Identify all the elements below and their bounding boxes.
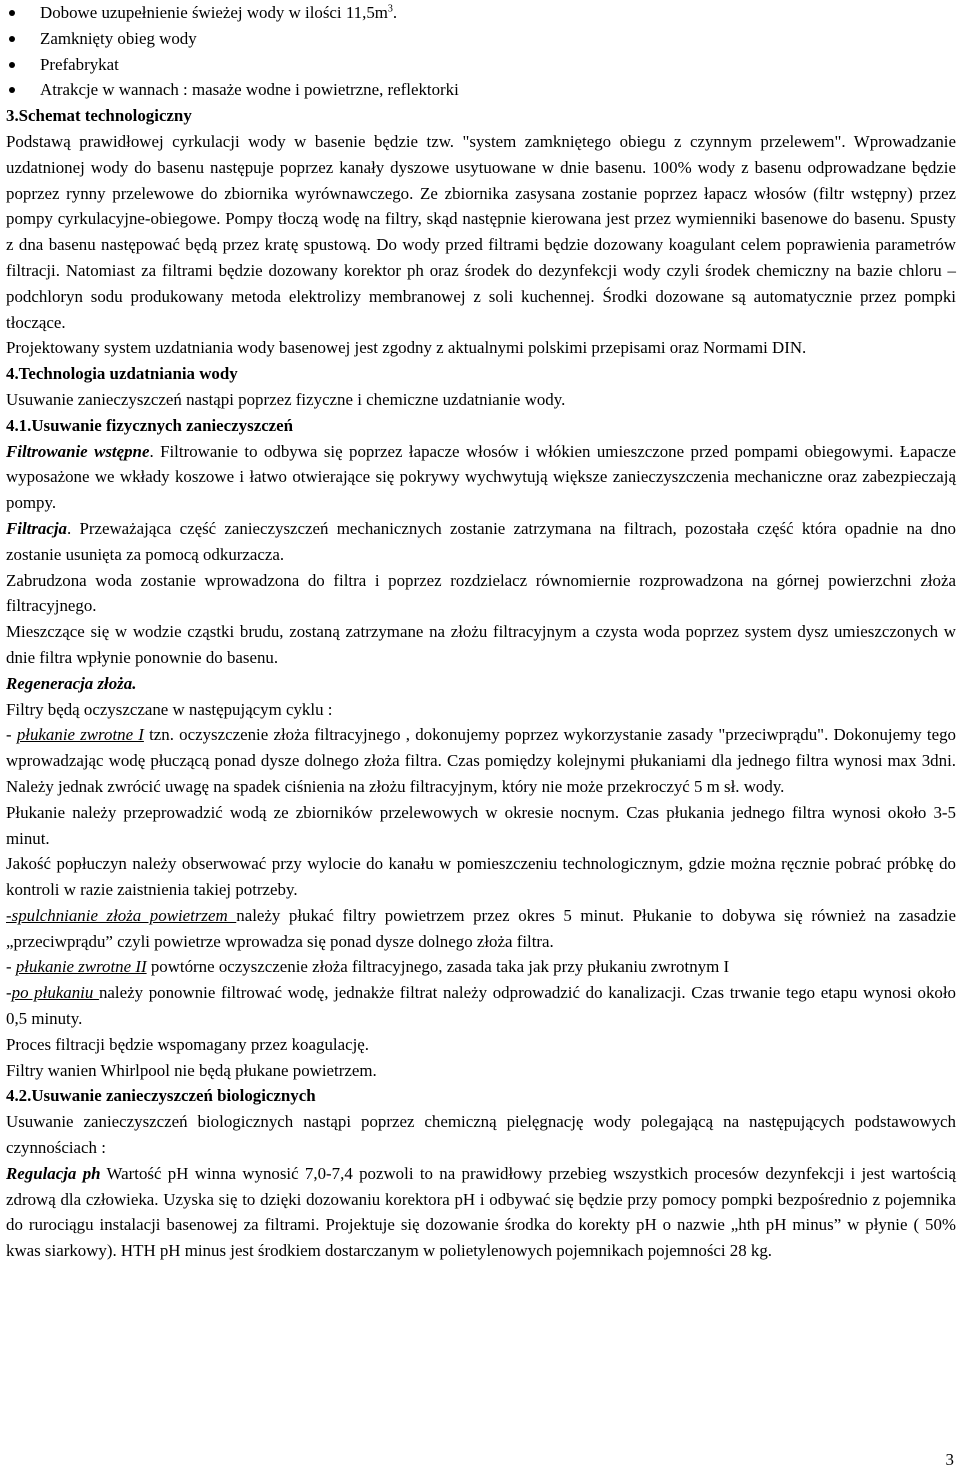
filtracja-label: Filtracja [6,518,67,538]
page-number: 3 [945,1450,954,1469]
plukanie-2-paragraph: - płukanie zwrotne II powtórne oczyszczenie złoża filtracyjnego, zasada taka jak przy płukaniu zwrotnym I [6,957,730,977]
list-item: Zamknięty obieg wody [6,26,956,52]
section-3-paragraph: Podstawą prawidłowej cyrkulacji wody w basenie będzie tzw. "system zamkniętego obiegu z czynnym przelewem". Wprowadzanie uzdatnionej wody do basenu następuje poprzez kanały dyszowe usytuowane w dnie basenu. 100% wody z basenu odprowadzane będzie poprzez rynny przelewowe do zbiornika wyrównawczego. Ze zbiornika zasysana zostanie poprzez łapacz włosów (filtr wstępny) przez pompy cyrkulacyjne-obiegowe. Pompy tłoczą wodę na filtry, skąd następnie kierowana jest przez wymienniki basenowe do basenu. Spusty z dna basenu następować będą przez kratę spustową. Do wody przed filtrami będzie dozowany koagulant celem poprawienia parametrów filtracji. Natomiast za filtrami będzie dozowany korektor ph oraz środek do dezynfekcji wody czyli środek chemiczny na bazie chloru –podchloryn sodu produkowany metoda elektrolizy membranowej z soli kuchennej. Środki dozowane są automatycznie przez pompki tłoczące. [6,131,956,332]
spulchnianie-label: -spulchnianie złoża powietrzem [6,905,237,925]
list-item: Dobowe uzupełnienie świeżej wody w ilości $11,5m^3$. [6,0,956,26]
regulacja-label: Regulacja ph [6,1163,101,1183]
regulacja-paragraph: Regulacja ph Wartość pH winna wynosić 7,0-7,4 pozwoli to na prawidłowy przebieg wszystkich procesów dezynfekcji i jest wartością zdrową dla człowieka. Uzyska się to dzięki dozowaniu korektora pH i odbywać się będzie przy pomocy pompki bezpośrednio z pojemnika do rurociągu instalacji basenowej za filtrami. Projektuje się dozowanie środka do korekty pH o nazwie „hth pH minus” w płynie ( 50% kwas siarkowy). HTH pH minus jest środkiem dostarczanym w polietylenowych pojemnikach pojemności 28 kg. [6,1163,957,1261]
section-4-1-heading: 4.1.Usuwanie fizycznych zanieczyszczeń [6,415,294,435]
section-4-heading: 4.Technologia uzdatniania wody [6,364,238,384]
plukanie-1-label: płukanie zwrotne I [16,725,144,745]
list-item: Atrakcje w wannach : masaże wodne i powietrzne, reflektorki [6,77,956,103]
plukanie-paragraph: Płukanie należy przeprowadzić wodą ze zbiorników przelewowych w okresie nocnym. Czas płukania jednego filtra wynosi około 3-5 minut. [6,802,956,848]
zabrudzona-paragraph: Zabrudzona woda zostanie wprowadzona do filtra i poprzez rozdzielacz równomiernie rozprowadzona na górnej powierzchni złoża filtracyjnego. [6,570,956,616]
cykl-paragraph: Filtry będą oczyszczane w następującym cyklu : [6,699,333,719]
plukanie-1-paragraph: - płukanie zwrotne I tzn. oczyszczenie złoża filtracyjnego , dokonujemy poprzez wykorzystanie zasady "przeciwprądu". Dokonujemy tego wprowadzając wodę płuczącą ponad dysze dolnego złoża filtra. Czas pomiędzy kolejnymi płukaniami dla jednego filtra wynosi max 3dni. Należy jednak zwrócić uwagę na spadek ciśnienia na złożu filtracyjnym, który nie może przekroczyć 5 m sł. wody. [6,725,956,796]
section-3-paragraph-2: Projektowany system uzdatniania wody basenowej jest zgodny z aktualnymi polskimi przepisami oraz Normami DIN. [6,338,807,358]
list-item: Prefabrykat [6,52,956,78]
filtrowanie-paragraph: Filtrowanie wstępne. Filtrowanie to odbywa się poprzez łapacze włosów i włókien umieszczone przed pompami obiegowymi. Łapacze wyposażone we wkłady koszowe i łatwo otwierające się pokrywy wychwytują większe zanieczyszczenia mechaniczne oraz zabezpieczają pompy. [6,441,956,513]
section-4-2-heading: 4.2.Usuwanie zanieczyszczeń biologicznych [6,1086,316,1106]
spulchnianie-paragraph: -spulchnianie złoża powietrzem należy płukać filtry powietrzem przez okres 5 minut. Płukanie to dobywa się również na zasadzie „przeciwprądu” czyli powietrze wprowadza się ponad dysze dolnego złoża filtra. [6,905,956,951]
po-plukaniu-paragraph: -po płukaniu należy ponownie filtrować wodę, jednakże filtrat należy odprowadzić do kanalizacji. Czas trwanie tego etapu wynosi około 0,5 minuty. [6,983,956,1029]
jakosc-paragraph: Jakość popłuczyn należy obserwować przy wylocie do kanału w pomieszczeniu technologicznym, gdzie można ręcznie pobrać próbkę do kontroli w razie zaistnienia takiej potrzeby. [6,854,956,900]
section-4-paragraph: Usuwanie zanieczyszczeń nastąpi poprzez fizyczne i chemiczne uzdatnianie wody. [6,389,566,409]
section-4-2-paragraph: Usuwanie zanieczyszczeń biologicznych nastąpi poprzez chemiczną pielęgnację wody polegającą na następujących podstawowych czynnościach : [6,1112,956,1158]
section-3-heading: 3.Schemat technologiczny [6,106,192,126]
proces-paragraph: Proces filtracji będzie wspomagany przez koagulację. [6,1034,369,1054]
document-page [6,0,956,1264]
mieszczace-paragraph: Mieszczące się w wodzie cząstki brudu, zostaną zatrzymane na złożu filtracyjnym a czysta woda poprzez system dysz umieszczonych w dnie filtra wpłynie ponownie do basenu. [6,622,956,667]
plukanie-2-label: płukanie zwrotne II [15,957,147,977]
whirlpool-paragraph: Filtry wanien Whirlpool nie będą płukane powietrzem. [6,1060,377,1080]
po-plukaniu-label: po płukaniu [11,983,99,1003]
filtrowanie-label: Filtrowanie wstępne [6,441,150,461]
regeneracja-heading: Regeneracja złoża. [6,673,137,693]
filtracja-paragraph: Filtracja. Przeważająca część zanieczyszczeń mechanicznych zostanie zatrzymana na filtrach, pozostała część która opadnie na dno zostanie usunięta za pomocą odkurzacza. [6,518,956,564]
feature-list [6,0,956,103]
